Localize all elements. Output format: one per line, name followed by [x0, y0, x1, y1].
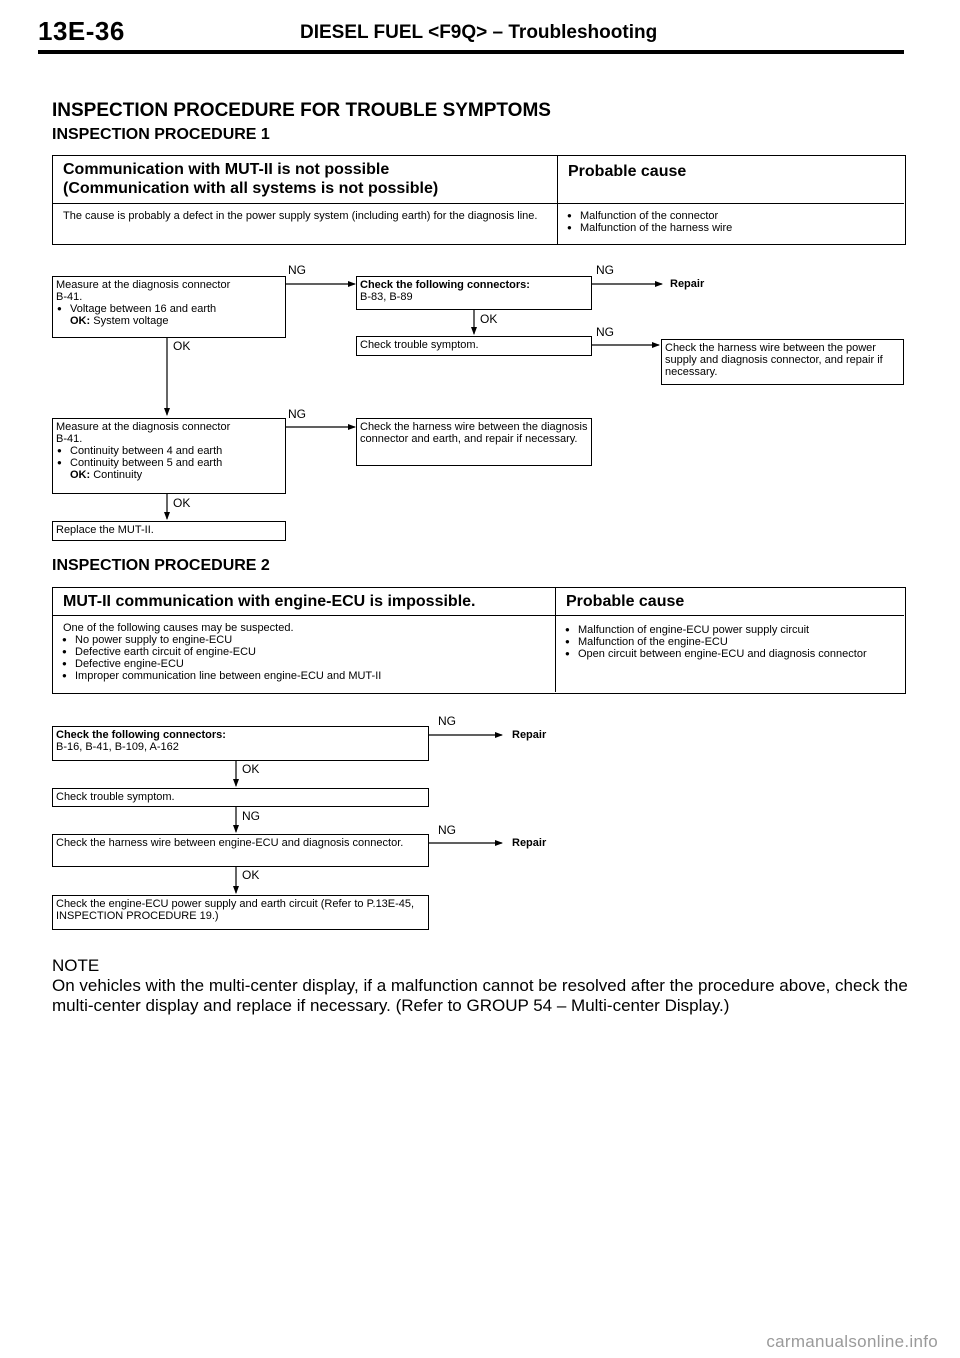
measure2-line2: B-41. [56, 433, 83, 445]
ok-label: OK [480, 312, 498, 326]
procedure2-check-power-box: Check the engine-ECU power supply and earth circuit (Refer to P.13E-45, INSPECTION PROCEDURE 19.) [52, 895, 429, 930]
procedure1-cause-header: Probable cause [568, 163, 687, 180]
procedure2-cause-header-cell [556, 588, 904, 616]
page-title: DIESEL FUEL <F9Q> – Troubleshooting [300, 22, 658, 43]
procedure2-check-symptom-box: Check trouble symptom. [52, 788, 429, 807]
measure1-line1: Measure at the diagnosis connector [56, 279, 231, 291]
procedure1-cause-item: ● Malfunction of the harness wire [566, 222, 896, 234]
measure2-ok-label: OK: [70, 469, 91, 481]
ng-label: NG [242, 809, 260, 823]
p2-check-connectors-title: Check the following connectors: [56, 729, 226, 741]
watermark: carmanualsonline.info [766, 1332, 938, 1351]
procedure2-suspect-item: ● Improper communication line between engine-ECU and MUT-II [61, 670, 547, 682]
procedure1-measure1-box [52, 276, 286, 338]
procedure2-suspect-item: ● Defective earth circuit of engine-ECU [61, 646, 547, 658]
procedure2-check-harness-box: Check the harness wire between engine-ECU and diagnosis connector. [52, 834, 429, 867]
check-connectors-list: B-83, B-89 [360, 291, 413, 303]
procedure1-harness-power-box: Check the harness wire between the power supply and diagnosis connector, and repair if necessary. [661, 339, 904, 385]
procedure2-cause-header: Probable cause [566, 593, 685, 610]
repair-label: Repair [512, 729, 547, 741]
procedure2-table [52, 587, 906, 694]
ng-label: NG [596, 263, 614, 277]
procedure2-symptom: MUT-II communication with engine-ECU is impossible. [63, 593, 476, 610]
measure1-bullet: ● Voltage between 16 and earth [56, 303, 282, 315]
note-text: On vehicles with the multi-center display, if a malfunction cannot be resolved after the procedure above, check the multi-center display and replace if necessary. (Refer to GROUP 54 – Multi-center Display.) [52, 976, 908, 1015]
measure1-ok [56, 315, 282, 327]
procedure2-cause-item: ● Malfunction of engine-ECU power supply circuit [564, 624, 896, 636]
procedure1-description: The cause is probably a defect in the power supply system (including earth) for the diagnosis line. [53, 204, 558, 244]
procedure1-check-connectors-box [356, 276, 592, 310]
procedure2-cause-item: ● Malfunction of the engine-ECU [564, 636, 896, 648]
section-title: INSPECTION PROCEDURE FOR TROUBLE SYMPTOMS [52, 100, 551, 121]
procedure2-cause-item: ● Open circuit between engine-ECU and diagnosis connector [564, 648, 896, 660]
procedure2-causes-cell [556, 616, 904, 692]
p2-check-connectors-list: B-16, B-41, B-109, A-162 [56, 741, 179, 753]
measure2-ok-value: Continuity [93, 469, 143, 481]
procedure2-suspects-cell [53, 616, 556, 692]
measure2-ok [56, 469, 282, 481]
ok-label: OK [242, 762, 260, 776]
repair-label: Repair [670, 278, 705, 290]
procedure1-heading: INSPECTION PROCEDURE 1 [52, 126, 270, 143]
ok-label: OK [242, 868, 260, 882]
procedure1-measure2-box [52, 418, 286, 494]
ng-label: NG [596, 325, 614, 339]
procedure2-intro: One of the following causes may be suspected. [63, 622, 294, 634]
check-connectors-title: Check the following connectors: [360, 279, 530, 291]
ok-label: OK [173, 339, 191, 353]
measure1-line2: B-41. [56, 291, 83, 303]
measure1-ok-value: System voltage [93, 315, 169, 327]
measure1-ok-label: OK: [70, 315, 91, 327]
page-number: 13E-36 [38, 16, 125, 46]
ng-label: NG [288, 407, 306, 421]
procedure1-cause-item: ● Malfunction of the connector [566, 210, 896, 222]
procedure1-harness-earth-box: Check the harness wire between the diagnosis connector and earth, and repair if necessary. [356, 418, 592, 466]
procedure1-symptom-line1: Communication with MUT-II is not possible [63, 161, 390, 178]
measure2-bullet: ● Continuity between 5 and earth [56, 457, 282, 469]
ng-label: NG [288, 263, 306, 277]
procedure2-suspect-item: ● Defective engine-ECU [61, 658, 547, 670]
procedure1-replace-box: Replace the MUT-II. [52, 521, 286, 541]
repair-label: Repair [512, 837, 547, 849]
procedure2-symptom-cell [53, 588, 556, 616]
ng-label: NG [438, 714, 456, 728]
procedure2-suspect-item: ● No power supply to engine-ECU [61, 634, 547, 646]
procedure2-heading: INSPECTION PROCEDURE 2 [52, 557, 270, 574]
procedure1-symptom-line2: (Communication with all systems is not possible) [63, 180, 439, 197]
note-heading: NOTE [52, 956, 100, 975]
procedure1-check-symptom-box: Check trouble symptom. [356, 336, 592, 356]
ok-label: OK [173, 496, 191, 510]
measure2-line1: Measure at the diagnosis connector [56, 421, 231, 433]
ng-label: NG [438, 823, 456, 837]
procedure2-check-connectors-box [52, 726, 429, 761]
measure2-bullet: ● Continuity between 4 and earth [56, 445, 282, 457]
